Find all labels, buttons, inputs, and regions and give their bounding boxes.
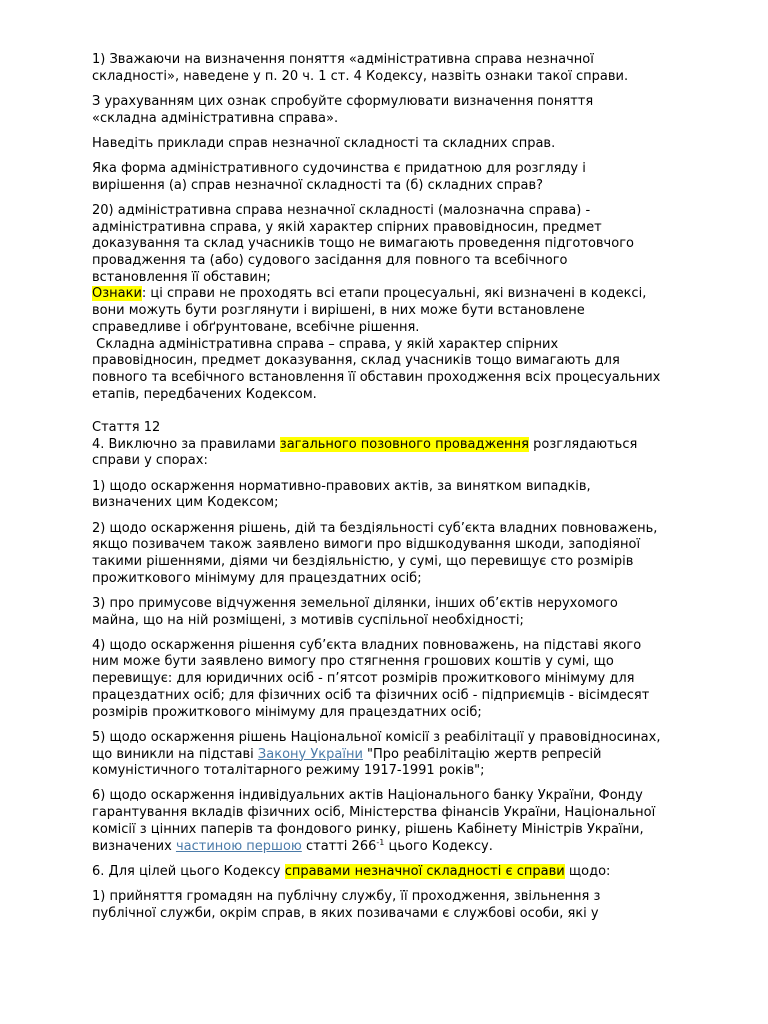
text-fragment: визначених bbox=[92, 838, 176, 854]
text-line: визначених цим Кодексом; bbox=[92, 495, 279, 511]
text-line: адміністративна справа, у якій характер спірних правовідносин, предмет bbox=[92, 219, 602, 235]
text-line: прожиткового мінімуму для працездатних осіб; bbox=[92, 570, 422, 586]
text-line: Складна адміністративна справа – справа, у якій характер спірних bbox=[92, 336, 559, 352]
text-line: повного та всебічного встановлення її обставин проходження всіх процесуальних bbox=[92, 369, 661, 385]
article-item-5 bbox=[92, 730, 724, 780]
article-item-1 bbox=[92, 479, 724, 512]
text-line: З урахуванням цих ознак спробуйте сформулювати визначення поняття bbox=[92, 93, 594, 109]
text-line: публічної служби, окрім справ, в яких позивачами є службові особи, які у bbox=[92, 905, 599, 921]
text-line: 2) щодо оскарження рішень, дій та бездіяльності суб’єкта владних повноважень, bbox=[92, 520, 658, 536]
text-line: 20) адміністративна справа незначної складності (малозначна справа) - bbox=[92, 202, 591, 218]
text-line: справедливе і обґрунтоване, всебічне рішення. bbox=[92, 319, 420, 335]
blank-line bbox=[92, 403, 724, 420]
paragraph-6 bbox=[92, 864, 724, 881]
law-link[interactable]: Закону України bbox=[257, 746, 363, 762]
text-line: правовідносин, предмет доказування, склад учасників тощо вимагають для bbox=[92, 353, 620, 369]
text-fragment: статті 266 bbox=[301, 838, 377, 854]
text-line: перевищує: для юридичних осіб - п’ятсот розмірів прожиткового мінімуму для bbox=[92, 671, 635, 687]
text-line: Яка форма адміністративного судочинства є придатною для розгляду і bbox=[92, 161, 586, 177]
article-item-3 bbox=[92, 596, 724, 629]
text-fragment: розглядаються bbox=[529, 436, 638, 452]
superscript: -1 bbox=[376, 837, 385, 847]
highlighted-phrase: загального позовного провадження bbox=[279, 436, 529, 452]
text-line: 1) щодо оскарження нормативно-правових актів, за винятком випадків, bbox=[92, 478, 591, 494]
text-fragment: 6. Для цілей цього Кодексу bbox=[92, 863, 285, 879]
text-line: вони можуть бути розглянути і вирішені, в них може бути встановлене bbox=[92, 303, 585, 319]
text-line: такими рішеннями, діями чи бездіяльністю, у сумі, що перевищує сто розмірів bbox=[92, 553, 634, 569]
text-fragment: 4. Виключно за правилами bbox=[92, 436, 280, 452]
article-title: Стаття 12 bbox=[92, 420, 161, 436]
question-2 bbox=[92, 94, 724, 127]
text-line: вирішення (а) справ незначної складності та (б) складних справ? bbox=[92, 177, 544, 193]
highlighted-term: Ознаки bbox=[92, 286, 142, 302]
text-line: складності», наведене у п. 20 ч. 1 ст. 4 Кодексу, назвіть ознаки такої справи. bbox=[92, 68, 629, 84]
text-line: провадження та (або) судового засідання для повного та всебічного bbox=[92, 253, 568, 269]
text-line: доказування та склад учасників тощо не вимагають проведення підготовчого bbox=[92, 236, 634, 252]
text-line bbox=[92, 864, 724, 881]
text-fragment: "Про реабілітацію жертв репресій bbox=[362, 746, 602, 762]
text-line: ним може бути заявлено вимогу про стягнення грошових коштів у сумі, що bbox=[92, 654, 614, 670]
text-line bbox=[92, 839, 724, 856]
text-line: етапів, передбачених Кодексом. bbox=[92, 386, 317, 402]
text-line: комуністичного тоталітарного режиму 1917-1991 років"; bbox=[92, 763, 485, 779]
text-line: 6) щодо оскарження індивідуальних актів Національного банку України, Фонду bbox=[92, 788, 643, 804]
text-line: справи у спорах: bbox=[92, 453, 208, 469]
article-item-4 bbox=[92, 638, 724, 722]
text-line: гарантування вкладів фізичних осіб, Міністерства фінансів України, Національної bbox=[92, 805, 656, 821]
text-fragment: щодо: bbox=[564, 863, 611, 879]
text-fragment: цього Кодексу. bbox=[384, 838, 493, 854]
text-line: майна, що на ній розміщені, з мотивів суспільної необхідності; bbox=[92, 612, 524, 628]
text-line: 4) щодо оскарження рішення суб’єкта владних повноважень, на підставі якого bbox=[92, 637, 642, 653]
question-3 bbox=[92, 136, 724, 153]
text-line: 3) про примусове відчуження земельної ділянки, інших об’єктів нерухомого bbox=[92, 595, 618, 611]
question-1 bbox=[92, 52, 724, 85]
text-line: Наведіть приклади справ незначної складності та складних справ. bbox=[92, 135, 556, 151]
article-item-6 bbox=[92, 788, 724, 855]
text-line: 1) Зважаючи на визначення поняття «адміністративна справа незначної bbox=[92, 52, 594, 67]
text-fragment: : ці справи не проходять всі етапи процесуальні, які визначені в кодексі, bbox=[141, 286, 647, 302]
answer-block bbox=[92, 203, 724, 403]
article-item-2 bbox=[92, 521, 724, 588]
text-line: 1) прийняття громадян на публічну службу, її проходження, звільнення з bbox=[92, 888, 601, 904]
text-line: «складна адміністративна справа». bbox=[92, 110, 339, 126]
text-line: розмірів прожиткового мінімуму для працездатних осіб; bbox=[92, 704, 482, 720]
text-line bbox=[92, 747, 724, 764]
text-fragment: що виникли на підставі bbox=[92, 746, 258, 762]
text-line: працездатних осіб; для фізичних осіб та фізичних осіб - підприємців - вісімдесят bbox=[92, 687, 650, 703]
paragraph-6-item-1 bbox=[92, 889, 724, 922]
text-line: якщо позивачем також заявлено вимоги про відшкодування шкоди, заподіяної bbox=[92, 537, 641, 553]
paragraph-4-line bbox=[92, 437, 724, 454]
part-one-link[interactable]: частиною першою bbox=[175, 838, 302, 854]
document-body bbox=[92, 52, 724, 931]
highlighted-phrase: справами незначної складності є справи bbox=[284, 863, 565, 879]
question-4 bbox=[92, 161, 724, 194]
article-12 bbox=[92, 420, 724, 470]
text-line: встановлення її обставин; bbox=[92, 269, 271, 285]
text-line: 5) щодо оскарження рішень Національної комісії з реабілітації у правовідносинах, bbox=[92, 729, 661, 745]
features-line bbox=[92, 286, 724, 303]
text-line: комісії з цінних паперів та фондового ринку, рішень Кабінету Міністрів України, bbox=[92, 821, 644, 837]
